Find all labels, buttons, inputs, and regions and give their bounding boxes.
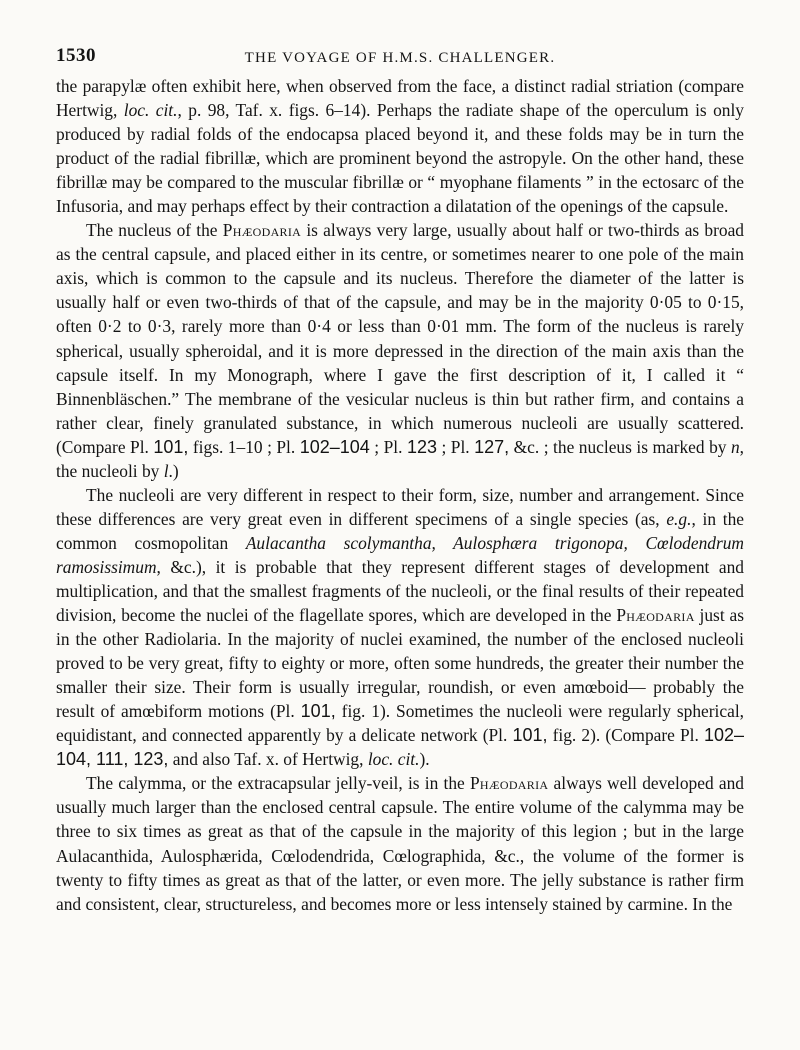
- page-header: [56, 44, 744, 74]
- plate-number: 101,: [153, 436, 189, 457]
- text-run: ).: [419, 749, 430, 770]
- text-run: , p. 98, Taf. x. figs. 6–14). Perhaps the radiate shape of the operculum is only produced by radial folds of the endocapsa placed beyond it, and these folds may be in turn the product of the radial fibrillæ, which are prominent beyond the astropyle. On the other hand, these fibrillæ may be compared to the muscular fibrillæ or “ myophane filaments ” in the ectosarc of the Infusoria, and may perhaps effect by their contraction a dilatation of the openings of the capsule.: [56, 100, 744, 217]
- text-run: ; Pl.: [369, 436, 407, 457]
- paragraph: [56, 771, 744, 915]
- running-title: THE VOYAGE OF H.M.S. CHALLENGER.: [244, 50, 556, 66]
- text-run: always well developed and usually much larger than the enclosed central capsule. The entire volume of the calymma may be three to six times as great as that of the capsule in the majority of this legion ; but in the large Aulacanthida, Aulosphærida, Cœlodendrida, Cœlographida, &c., the volume of the former is twenty to fifty times as great as that of the latter, or even more. The jelly substance is rather firm and consistent, clear, structureless, and becomes more or less intensely stained by carmine. In the: [56, 773, 744, 914]
- text-run: the parapylæ often exhibit here, when observed from the face, a distinct radial striation (compare Hertwig,: [56, 76, 744, 121]
- small-caps-term: Phæodaria: [616, 605, 695, 626]
- text-run: is always very large, usually about half or two-thirds as broad as the central capsule, and placed either in its centre, or sometimes nearer to one pole of the main axis, which is common to the capsule and its nucleus. Therefore the diameter of the latter is usually half or even two-thirds of that of the capsule, and may be in the majority 0·05 to 0·15, often 0·2 to 0·3, rarely more than 0·4 or less than 0·01 mm. The form of the nucleus is rarely spherical, usually spheroidal, and it is more depressed in the direction of the main axis than the capsule itself. In my Monograph, where I gave the first description of it, I called it “ Binnenbläschen.” The membrane of the vesicular nucleus is thin but rather firm, and contains a rather clear, finely granulated substance, in which numerous nucleoli are usually scattered. (Compare Pl.: [56, 220, 744, 457]
- plate-number: 127,: [474, 436, 510, 457]
- small-caps-term: Phæodaria: [222, 220, 302, 241]
- plate-number: 101,: [300, 701, 336, 722]
- text-run: figs. 1–10 ; Pl.: [188, 436, 300, 457]
- text-run: ; Pl.: [436, 436, 475, 457]
- text-run: and also Taf. x. of Hertwig,: [168, 749, 368, 770]
- paragraph: [56, 218, 744, 483]
- book-page: [56, 44, 744, 916]
- body-text: [56, 74, 744, 916]
- italic-text: l: [163, 460, 169, 481]
- text-run: &c. ; the nucleus is marked by: [509, 436, 731, 457]
- text-run: fig. 2). (Compare Pl.: [547, 725, 704, 746]
- text-run: .): [168, 460, 179, 481]
- italic-text: loc. cit.: [123, 100, 178, 121]
- text-run: , in the common cosmopolitan: [56, 508, 744, 553]
- italic-text: e.g.: [666, 508, 692, 529]
- text-run: The calymma, or the extracapsular jelly-veil, is in the: [86, 773, 470, 794]
- text-run: fig. 1). Sometimes the nucleoli were regularly spherical, equidistant, and connected apparently by a delicate network (Pl.: [56, 701, 744, 746]
- italic-text: n: [730, 436, 740, 457]
- paragraph: [56, 74, 744, 218]
- italic-text: loc. cit.: [367, 749, 420, 770]
- plate-number: 102–104, 111, 123,: [56, 725, 744, 770]
- plate-number: 123: [406, 436, 437, 457]
- text-run: The nucleoli are very different in respect to their form, size, number and arrangement. Since these differences are very great even in different specimens of a single species (as,: [56, 484, 744, 529]
- text-run: The nucleus of the: [86, 220, 223, 241]
- paragraph: [56, 483, 744, 772]
- text-run: just as in the other Radiolaria. In the majority of nuclei examined, the number of the enclosed nucleoli proved to be very great, fifty to eighty or more, often some hundreds, the greater their number the smaller their size. Their form is usually irregular, roundish, or even amœboid— probably the result of amœbiform motions (Pl.: [56, 605, 744, 722]
- page-number: 1530: [56, 45, 96, 66]
- text-run: , the nucleoli by: [56, 436, 745, 481]
- plate-number: 102–104: [299, 436, 370, 457]
- text-run: , &c.), it is probable that they represent different stages of development and multiplication, and that the smallest fragments of the nucleoli, or the final results of their repeated division, become the nuclei of the flagellate spores, which are developed in the: [56, 556, 744, 626]
- small-caps-term: Phæodaria: [469, 773, 549, 794]
- italic-text: Aulacantha scolymantha, Aulosphæra trigonopa, Cœlodendrum ramosissimum: [56, 532, 744, 577]
- plate-number: 101,: [512, 725, 548, 746]
